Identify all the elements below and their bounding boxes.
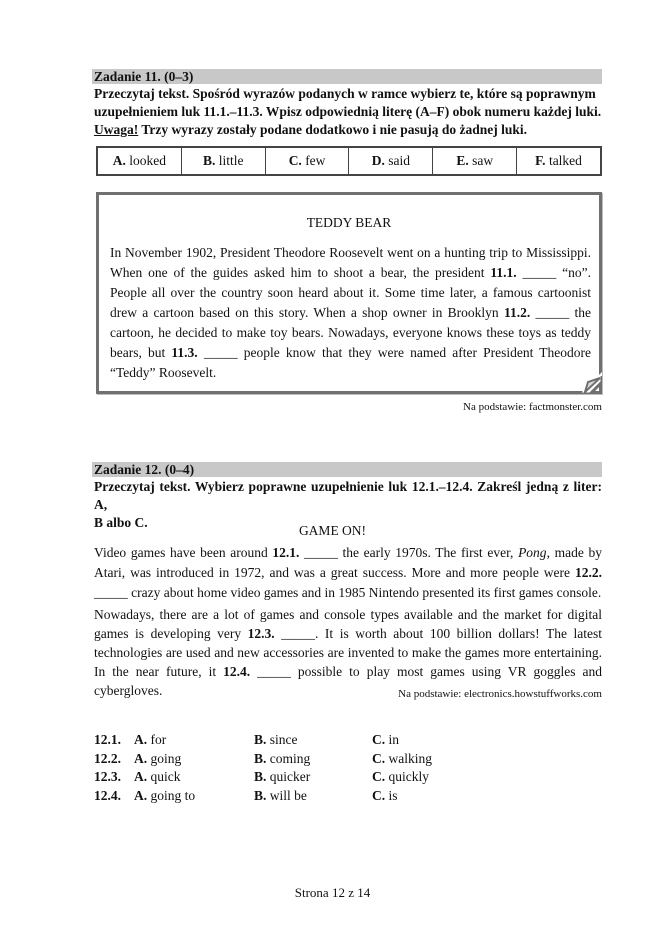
word-option [349,148,433,174]
option-word: talked [545,153,582,168]
option-word: looked [125,153,167,168]
text-title: TEDDY BEAR [306,215,392,230]
text-body [110,243,591,383]
option-word: said [384,153,411,168]
source-citation: Na podstawie: factmonster.com [463,401,602,413]
text-segment: _____ possible to play most games using VR goggles and cybergloves. [94,664,602,698]
option-letter: A. [134,787,148,803]
option-text: going [147,750,182,766]
warning-line [94,121,602,139]
option-a[interactable] [134,787,254,806]
option-word: few [301,153,326,168]
text-segment: _____ people know that they were named after President Theodore “Teddy” Roosevelt. [110,345,592,380]
source-citation: Na podstawie: electronics.howstuffworks.com [398,688,602,700]
task-11-instruction [94,85,602,139]
option-text: will be [266,787,307,803]
page-number: Strona 12 z 14 [294,885,371,900]
option-text: coming [266,750,311,766]
option-text: walking [385,750,432,766]
option-text: since [266,732,298,747]
option-letter: A. [134,769,148,784]
instruction-line: uzupełnieniem luk 11.1.–11.3. Wpisz odpowiednią literę (A–F) obok numeru każdej luki. [94,104,602,119]
option-b[interactable] [254,768,372,787]
gap-number: 12.2. [575,565,602,580]
option-word: saw [468,153,494,168]
gap-number: 11.1. [490,265,517,280]
word-bank [96,146,602,176]
option-a[interactable] [134,731,254,750]
option-letter: C. [372,769,386,784]
option-c[interactable] [372,750,492,769]
paragraph-1 [94,543,602,603]
instruction-line: Przeczytaj tekst. Spośród wyrazów podanych w ramce wybierz te, które są poprawnym [94,86,596,101]
option-word: little [215,153,244,168]
option-text: in [385,732,400,747]
warning-text: Trzy wyrazy zostały podane dodatkowo i nie pasują do żadnej luki. [138,122,528,137]
item-number: 12.3. [94,769,121,784]
option-b[interactable] [254,787,372,806]
option-letter: B. [254,732,267,747]
option-b[interactable] [254,750,372,769]
option-row [94,731,492,750]
gap-number: 11.3. [171,345,198,360]
option-letter: C. [288,153,302,168]
text-segment: _____ the cartoon, he decided to make toy bears. Nowadays, everyone knows these toys as teddy bears, but [110,305,591,360]
option-row [94,768,492,787]
word-option [98,148,182,174]
text-segment: , made by Atari, was introduced in 1972, and was a great success. More and more people were [94,545,602,580]
option-text: going to [147,787,196,803]
option-letter: F. [535,153,546,168]
option-row [94,787,492,806]
item-number: 12.1. [94,732,121,747]
option-row [94,750,492,769]
option-c[interactable] [372,731,492,750]
gap-number: 12.3. [247,626,275,641]
task-11-header: Zadanie 11. (0–3) [92,69,602,84]
option-letter: E. [456,153,469,168]
item-number: 12.2. [94,750,121,766]
option-letter: B. [254,769,267,784]
option-a[interactable] [134,768,254,787]
warning-label: Uwaga! [94,122,139,137]
word-option [182,148,266,174]
text-segment: In November 1902, President Theodore Roosevelt went on a hunting trip to Mississippi. When one of the guides asked him to shoot a bear, the president [110,245,591,280]
item-number: 12.4. [94,787,121,803]
teddy-bear-text-box [96,192,602,394]
paragraph-2 [94,605,602,700]
option-text: quickly [385,769,429,784]
text-segment: _____ the early 1970s. The first ever, [299,545,519,560]
text-segment: Video games have been around [94,545,273,560]
option-c[interactable] [372,787,492,806]
page-curl-icon [580,372,602,394]
option-text: quicker [266,769,311,784]
answer-options [94,731,492,805]
option-letter: A. [112,153,126,168]
option-letter: A. [134,750,148,766]
option-text: quick [147,769,181,784]
option-a[interactable] [134,750,254,769]
option-letter: C. [372,787,386,803]
option-letter: B. [254,787,267,803]
option-c[interactable] [372,768,492,787]
gap-number: 12.1. [272,545,300,560]
option-letter: C. [372,750,386,766]
option-letter: C. [372,732,386,747]
task-12-header: Zadanie 12. (0–4) [92,462,602,477]
option-b[interactable] [254,731,372,750]
gap-number: 11.2. [503,305,531,320]
word-option [517,148,600,174]
text-title: GAME ON! [298,523,367,538]
text-segment: _____ “no”. People all over the country soon heard about it. Some time later, a famous cartoonist drew a cartoon based on this story. When a shop owner in Brooklyn [110,265,591,320]
text-segment: Nowadays, there are a lot of games and console types available and the market for digital games is developing very [94,607,602,641]
word-option [266,148,350,174]
option-text: for [147,732,167,747]
option-letter: A. [134,732,148,747]
text-segment: _____. It is worth about 100 billion dollars! The latest technologies are used and new accessories are invented to make the games more entertaining. In the near future, it [94,626,603,679]
gap-number: 12.4. [223,664,251,679]
option-text: is [385,787,398,803]
option-letter: B. [254,750,267,766]
game-title: Pong [518,545,547,560]
instruction-line: Przeczytaj tekst. Wybierz poprawne uzupełnienie luk 12.1.–12.4. Zakreśl jedną z liter: A, [94,479,602,512]
option-letter: B. [202,153,216,168]
instruction-line: B albo C. [94,515,148,530]
word-option [433,148,517,174]
text-segment: _____ crazy about home video games and in 1985 Nintendo presented its first games console. [94,585,602,600]
option-letter: D. [371,153,385,168]
